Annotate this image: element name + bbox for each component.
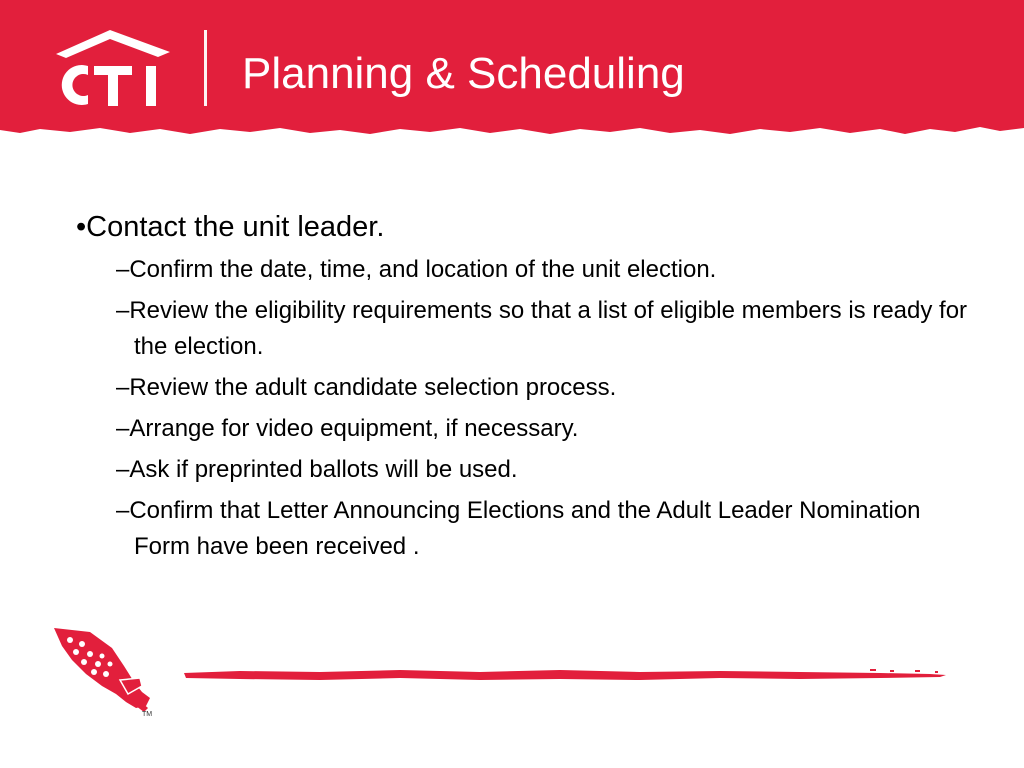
content-area xyxy=(76,208,976,570)
trademark-mark: TM xyxy=(142,711,153,718)
sub-bullet-item: –Review the adult candidate selection process. xyxy=(116,374,617,401)
sub-bullet-item: –Confirm that Letter Announcing Elections and the Adult Leader Nomination Form have been received . xyxy=(116,497,921,560)
cti-logo xyxy=(48,24,178,114)
footer-brush-stroke xyxy=(180,664,948,686)
sub-bullet-item: –Arrange for video equipment, if necessary. xyxy=(116,415,579,442)
sub-bullet-list xyxy=(76,252,976,565)
arrowhead-icon xyxy=(50,622,160,718)
logo-divider xyxy=(204,30,207,106)
slide-title: Planning & Scheduling xyxy=(242,49,685,98)
main-bullet: •Contact the unit leader. xyxy=(76,211,385,243)
sub-bullet-item: –Review the eligibility requirements so that a list of eligible members is ready for the election. xyxy=(116,297,968,360)
sub-bullet-item: –Confirm the date, time, and location of the unit election. xyxy=(116,256,717,283)
sub-bullet-item: –Ask if preprinted ballots will be used. xyxy=(116,456,518,483)
